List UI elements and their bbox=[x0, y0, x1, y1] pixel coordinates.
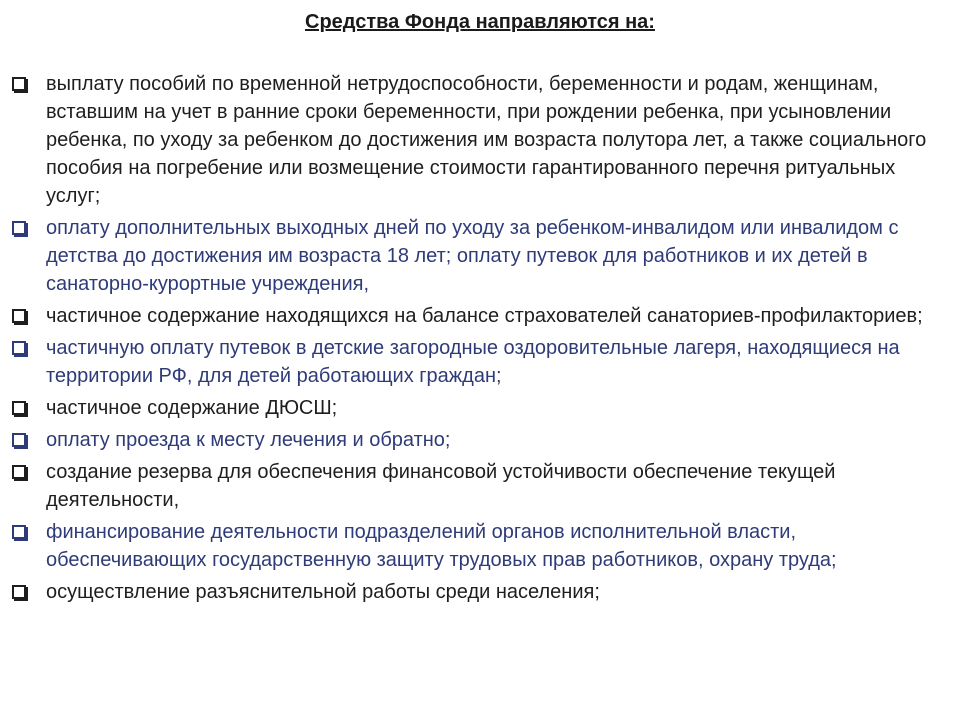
square-bullet-icon bbox=[12, 525, 26, 539]
slide-title: Средства Фонда направляются на: bbox=[305, 11, 655, 33]
list-item bbox=[12, 518, 932, 574]
list-item bbox=[12, 426, 932, 454]
square-bullet-icon bbox=[12, 465, 26, 479]
list-item-text: частичное содержание находящихся на балансе страхователей санаториев-профилакториев; bbox=[46, 305, 923, 327]
list-item bbox=[12, 70, 932, 210]
list-item bbox=[12, 394, 932, 422]
list-item-text: оплату дополнительных выходных дней по уходу за ребенком-инвалидом или инвалидом с детства до достижения им возраста 18 лет; оплату путевок для работников и их детей в санаторно-курортные учреждения, bbox=[46, 217, 899, 295]
square-bullet-icon bbox=[12, 401, 26, 415]
list-item bbox=[12, 334, 932, 390]
square-bullet-icon bbox=[12, 585, 26, 599]
list-item bbox=[12, 214, 932, 298]
square-bullet-icon bbox=[12, 77, 26, 91]
square-bullet-icon bbox=[12, 341, 26, 355]
list-item bbox=[12, 458, 932, 514]
square-bullet-icon bbox=[12, 221, 26, 235]
list-item bbox=[12, 302, 932, 330]
list-item bbox=[12, 578, 932, 606]
list-item-text: частичную оплату путевок в детские загородные оздоровительные лагеря, находящиеся на территории РФ, для детей работающих граждан; bbox=[46, 337, 900, 387]
list-item-text: частичное содержание ДЮСШ; bbox=[46, 397, 338, 419]
list-item-text: финансирование деятельности подразделений органов исполнительной власти, обеспечивающих государственную защиту трудовых прав работников, охрану труда; bbox=[46, 521, 837, 571]
list-item-text: выплату пособий по временной нетрудоспособности, беременности и родам, женщинам, вставшим на учет в ранние сроки беременности, при рождении ребенка, при усыновлении ребенка, по уходу за ребенком до достижения им возраста полутора лет, а также социального пособия на погребение или возмещение стоимости гарантированного перечня ритуальных услуг; bbox=[46, 73, 927, 207]
bullet-list bbox=[12, 70, 932, 610]
list-item-text: оплату проезда к месту лечения и обратно; bbox=[46, 429, 451, 451]
square-bullet-icon bbox=[12, 433, 26, 447]
square-bullet-icon bbox=[12, 309, 26, 323]
list-item-text: создание резерва для обеспечения финансовой устойчивости обеспечение текущей деятельности, bbox=[46, 461, 836, 511]
list-item-text: осуществление разъяснительной работы среди населения; bbox=[46, 581, 600, 603]
